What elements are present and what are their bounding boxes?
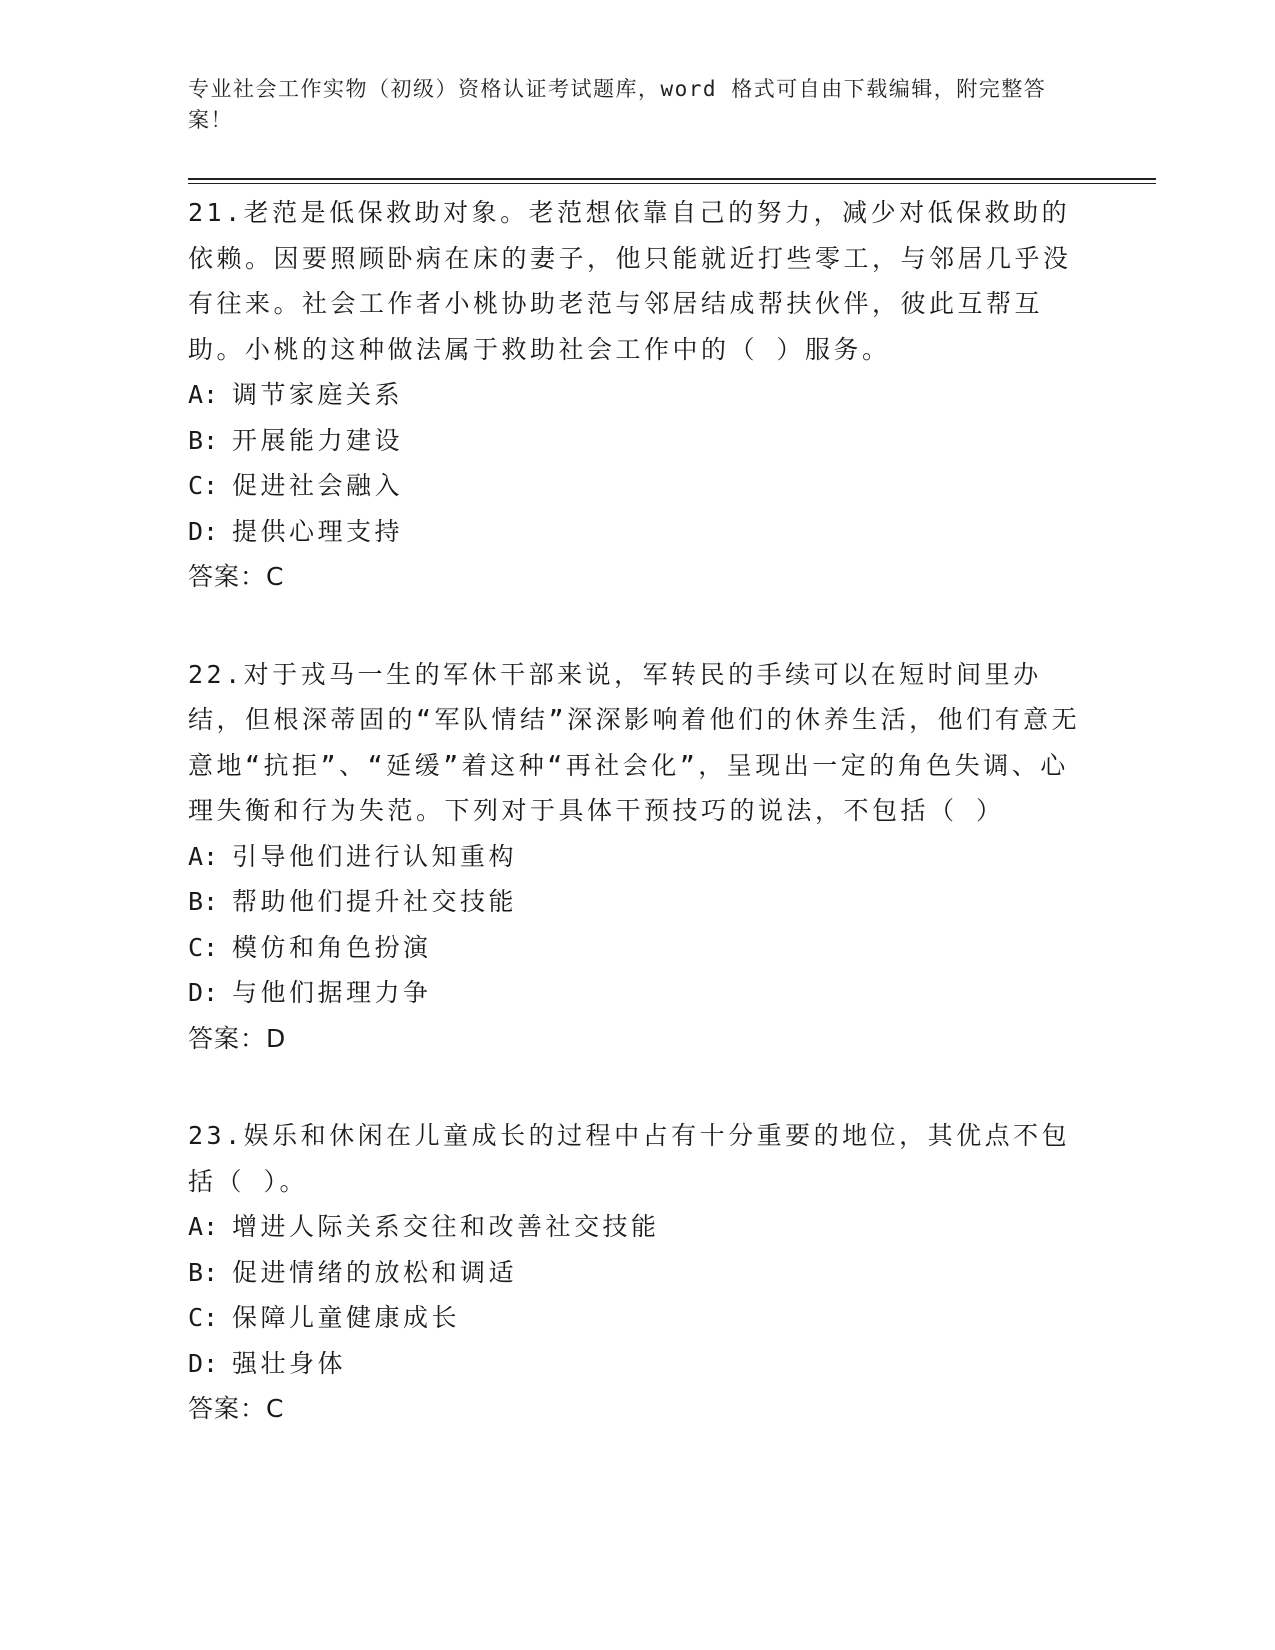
option-text: 帮助他们提升社交技能 (232, 887, 518, 916)
option-a (188, 372, 1088, 418)
question-number: 21. (188, 198, 244, 227)
option-a (188, 1204, 1088, 1250)
option-letter: C: (188, 1303, 219, 1332)
header-divider-thick (188, 178, 1156, 180)
option-d (188, 970, 1088, 1016)
option-letter: A: (188, 1212, 219, 1241)
option-letter: D: (188, 1348, 219, 1378)
option-letter: B: (188, 887, 219, 916)
question-number: 23. (188, 1121, 244, 1150)
option-letter: C: (188, 471, 219, 500)
answer-line: 答案：C (188, 562, 285, 591)
option-letter: B: (188, 1257, 219, 1287)
option-text: 保障儿童健康成长 (232, 1303, 461, 1332)
header-divider-thin (188, 183, 1156, 184)
question-number: 22. (188, 659, 244, 689)
question-23 (188, 1113, 1088, 1432)
option-text: 促进社会融入 (232, 471, 404, 500)
option-b (188, 879, 1088, 925)
option-letter: A: (188, 841, 219, 871)
document-header (188, 74, 1068, 136)
question-stem (188, 190, 1088, 372)
answer-line: 答案：C (188, 1394, 285, 1423)
question-22 (188, 652, 1088, 1062)
question-stem (188, 1113, 1088, 1204)
question-list (188, 190, 1088, 1484)
option-letter: A: (188, 380, 219, 409)
option-text: 提供心理支持 (232, 516, 404, 546)
option-a (188, 834, 1088, 880)
option-letter: D: (188, 516, 219, 546)
question-text: 老范是低保救助对象。老范想依靠自己的努力，减少对低保救助的依赖。因要照顾卧病在床的妻子，他只能就近打些零工，与邻居几乎没有往来。社会工作者小桃协助老范与邻居结成帮扶伙伴，彼此互帮互助。小桃的这种做法属于救助社会工作中的（ ）服务。 (188, 198, 1072, 364)
answer-line: 答案：D (188, 1023, 287, 1053)
option-text: 强壮身体 (232, 1348, 347, 1378)
question-text: 娱乐和休闲在儿童成长的过程中占有十分重要的地位，其优点不包括（ ）。 (188, 1121, 1071, 1196)
option-b (188, 1250, 1088, 1296)
option-letter: C: (188, 932, 219, 962)
option-c (188, 925, 1088, 971)
option-letter: D: (188, 978, 219, 1007)
header-text: 专业社会工作实物（初级）资格认证考试题库，word 格式可自由下载编辑，附完整答案！ (188, 77, 1047, 132)
option-c (188, 1295, 1088, 1341)
option-text: 开展能力建设 (232, 425, 404, 455)
option-d (188, 1341, 1088, 1387)
question-text: 对于戎马一生的军休干部来说，军转民的手续可以在短时间里办结，但根深蒂固的“军队情结”深深影响着他们的休养生活，他们有意无意地“抗拒”、“延缓”着这种“再社会化”，呈现出一定的角色失调、心理失衡和行为失范。下列对于具体干预技巧的说法，不包括（ ） (188, 659, 1081, 825)
option-text: 增进人际关系交往和改善社交技能 (232, 1212, 660, 1241)
option-text: 促进情绪的放松和调适 (232, 1257, 518, 1287)
question-stem (188, 652, 1088, 834)
option-letter: B: (188, 425, 219, 455)
question-21 (188, 190, 1088, 600)
option-b (188, 418, 1088, 464)
option-d (188, 509, 1088, 555)
option-text: 与他们据理力争 (232, 978, 432, 1007)
option-text: 引导他们进行认知重构 (232, 841, 518, 871)
option-c (188, 463, 1088, 509)
option-text: 模仿和角色扮演 (232, 932, 432, 962)
option-text: 调节家庭关系 (232, 380, 404, 409)
